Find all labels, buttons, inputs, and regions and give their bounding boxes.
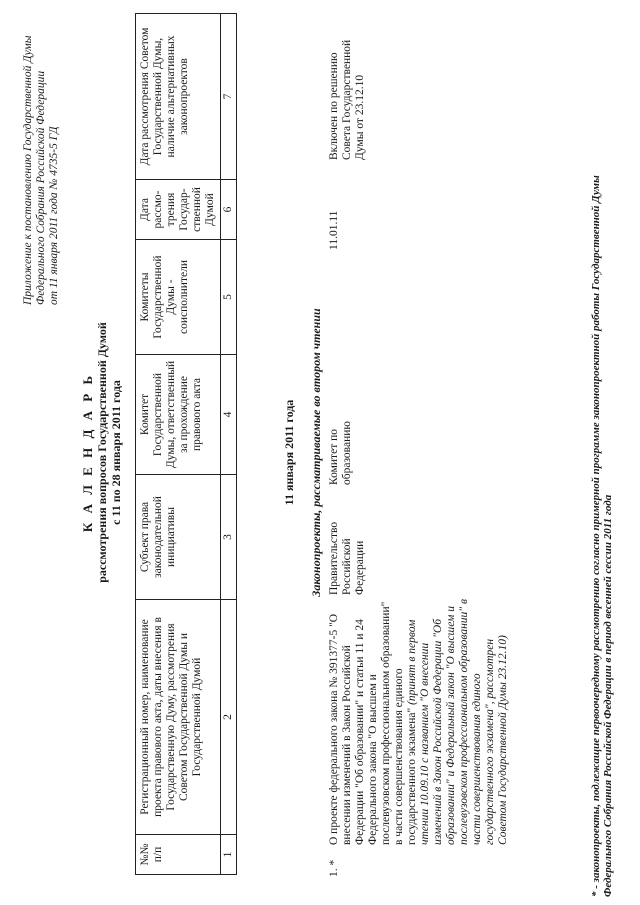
column-number: 7 — [221, 14, 237, 180]
title-line-1: К А Л Е Н Д А Р Ь — [80, 372, 95, 533]
header-council-date: Дата рассмотрения Советом Государственной Думы, наличие альтернативных законопроектов — [136, 14, 221, 180]
date-heading: 11 января 2011 года — [282, 399, 296, 506]
approval-line-3: от 11 января 2011 года № 4735-5 ГД — [48, 126, 60, 305]
entry-number: 1. * — [328, 859, 340, 877]
footnote-line-1: * - законопроекты, подлежащие первоочередному рассмотрению согласно примерной программе законопроектной работы Государственной Думы — [590, 175, 602, 897]
header-project: Регистрационный номер, наименование проекта правового акта, даты внесения в Государственную Думу, рассмотрения Советом Государственной Думы и Государственной Думой — [136, 600, 221, 835]
approval-note — [22, 5, 61, 305]
footnote-line-2: Федерального Собрания Российской Федерации в период весенней сессии 2011 года — [602, 494, 614, 897]
entry-description-note: (принят в первом чтении 10.09.10 с названием "О внесении изменений в Закон Российской Федерации "Об образовании" и Федеральный закон "О высшем и послевузовском профессиональном образовании" в части совершенствования единого государственного экзамена", рассмотрен Советом Государственной Думы 23.12.10) — [406, 599, 509, 845]
entry-description — [328, 595, 510, 845]
entry-subject: Правительство Российской Федерации — [328, 521, 366, 595]
title-line-3: с 11 по 28 января 2011 года — [109, 380, 123, 525]
document-title — [80, 0, 123, 905]
header-number: №№ п/п — [136, 835, 221, 875]
entry-description-main: О проекте федерального закона № 391377-5 "О внесении изменений в Закон Российской Федерации "Об образовании" и статьи 11 и 24 Федерального закона "О высшем и послевузовском профессиональном образовании" в части совершенствования единого государственного экзамена" — [328, 601, 418, 845]
header-co-committees: Комитеты Государственной Думы - соисполнители — [136, 240, 221, 355]
column-number: 3 — [221, 475, 237, 600]
approval-line-1: Приложение к постановлению Государственной Думы — [22, 35, 34, 305]
header-subject: Субъект права законодательной инициативы — [136, 475, 221, 600]
footnote — [590, 7, 614, 897]
column-number: 2 — [221, 600, 237, 835]
column-number: 6 — [221, 180, 237, 240]
entry-committee: Комитет по образованию — [328, 421, 353, 485]
table-header-row — [136, 14, 221, 875]
column-number: 1 — [221, 835, 237, 875]
entry-council-review: Включен по решению Совета Государственной Думы от 23.12.10 — [328, 39, 366, 160]
calendar-table — [135, 13, 237, 875]
header-duma-date: Дата рассмо-трения Государ-ственной Думой — [136, 180, 221, 240]
title-line-2: рассмотрения вопросов Государственной Думой — [95, 322, 109, 583]
column-number: 5 — [221, 240, 237, 355]
header-committee: Комитет Государственной Думы, ответственный за прохождение правового акта — [136, 355, 221, 475]
section-heading: Законопроекты, рассматриваемые во втором чтении — [309, 308, 323, 597]
column-number-row — [221, 14, 237, 875]
column-number: 4 — [221, 355, 237, 475]
entry-duma-date: 11.01.11 — [328, 210, 340, 250]
approval-line-2: Федерального Собрания Российской Федерации — [35, 70, 47, 305]
